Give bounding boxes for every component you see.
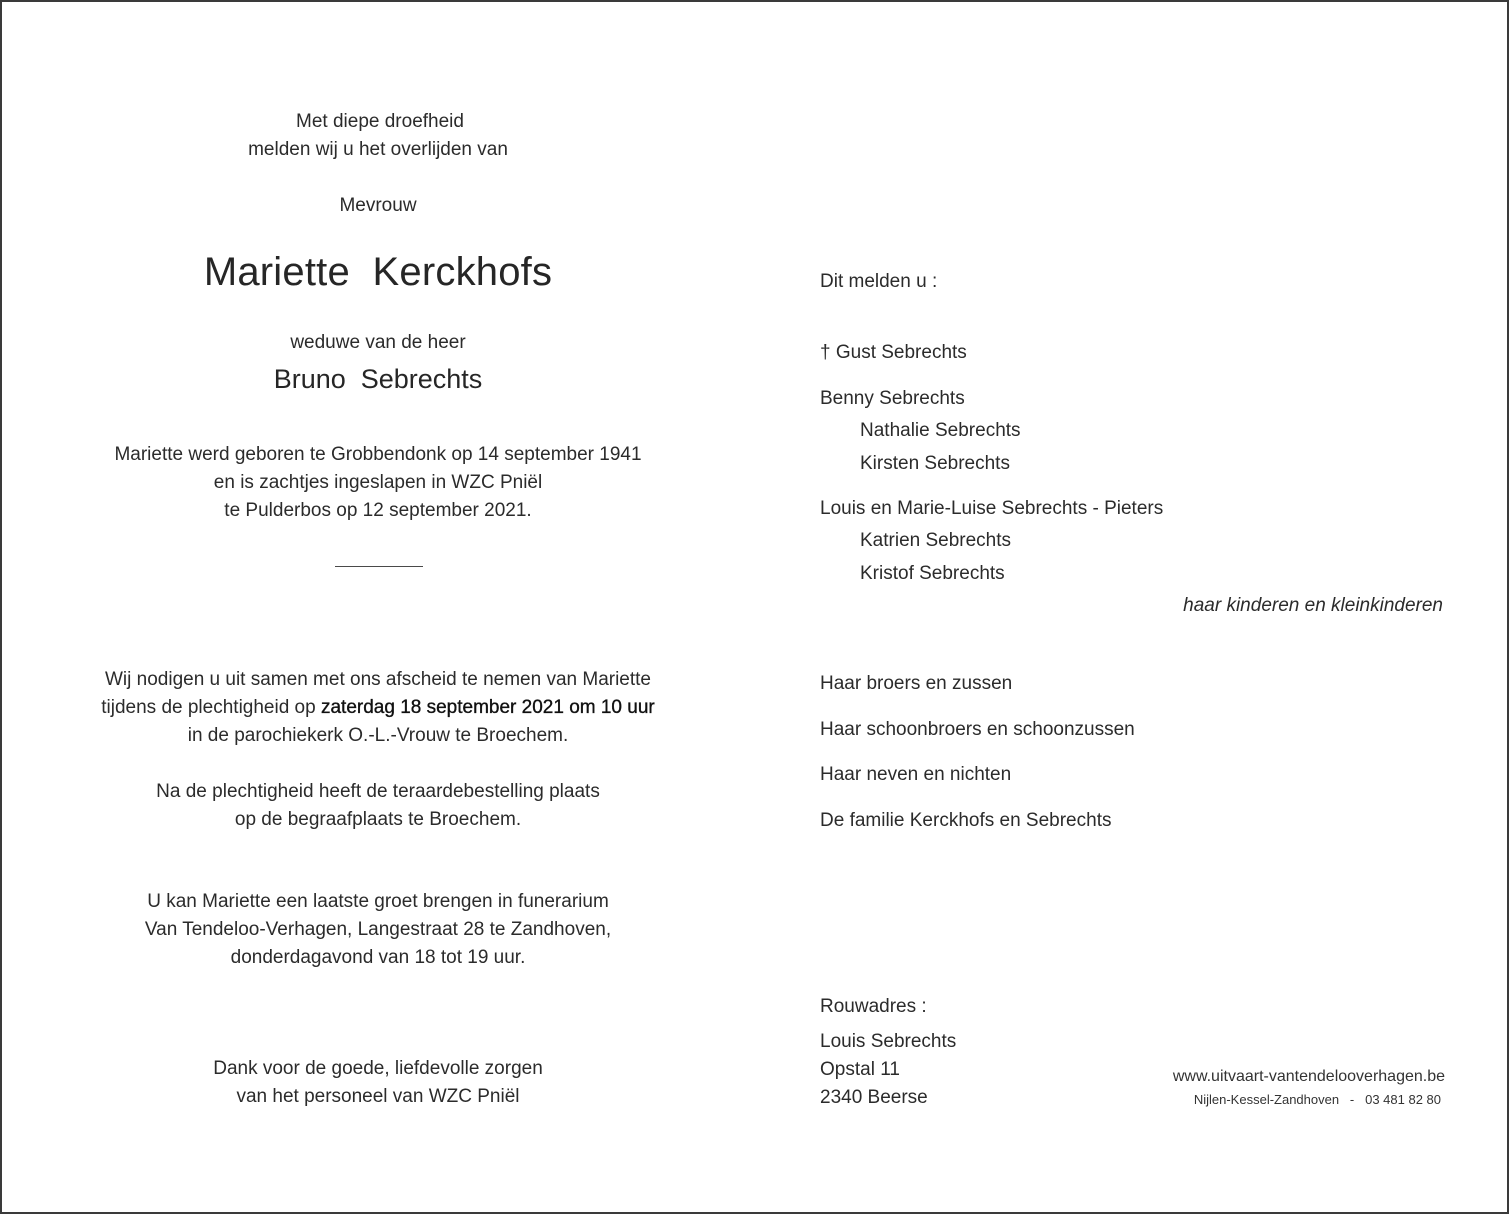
family-caption: haar kinderen en kleinkinderen	[1183, 595, 1443, 616]
family-member: Kristof Sebrechts	[860, 563, 1005, 584]
address-city: 2340 Beerse	[820, 1087, 928, 1108]
intro-line-2: melden wij u het overlijden van	[248, 139, 508, 160]
widow-of: weduwe van de heer	[290, 332, 466, 353]
relatives-line: Haar broers en zussen	[820, 673, 1013, 694]
salutation: Mevrouw	[339, 195, 417, 216]
burial-line-1: Na de plechtigheid heeft de teraardebestelling plaats	[156, 781, 600, 802]
visit-line-3: donderdagavond van 18 tot 19 uur.	[230, 947, 526, 968]
visit-line-1: U kan Mariette een laatste groet brengen in funerarium	[147, 891, 609, 912]
family-member: Katrien Sebrechts	[860, 530, 1012, 551]
spouse-name: Bruno Sebrechts	[273, 364, 483, 394]
thanks-line-2: van het personeel van WZC Pniël	[236, 1086, 520, 1107]
undertaker-info: Nijlen-Kessel-Zandhoven - 03 481 82 80	[1193, 1092, 1441, 1107]
family-member: Kirsten Sebrechts	[860, 453, 1010, 474]
burial-line-2: op de begraafplaats te Broechem.	[234, 809, 522, 830]
relatives-line: Haar neven en nichten	[820, 764, 1012, 785]
undertaker-website[interactable]: www.uitvaart-vantendelooverhagen.be	[1172, 1068, 1445, 1085]
birth-line-3: te Pulderbos op 12 september 2021.	[224, 500, 532, 521]
deceased-name: Mariette Kerckhofs	[203, 250, 553, 294]
family-member: Benny Sebrechts	[820, 388, 965, 409]
invite-line-1: Wij nodigen u uit samen met ons afscheid te nemen van Mariette	[104, 669, 652, 690]
address-street: Opstal 11	[820, 1059, 900, 1080]
invite-line-2-text: tijdens de plechtigheid op	[101, 697, 321, 718]
birth-line-1: Mariette werd geboren te Grobbendonk op 14 september 1941	[114, 444, 642, 465]
address-label: Rouwadres :	[820, 996, 927, 1017]
divider-line	[335, 566, 423, 567]
intro-line-1: Met diepe droefheid	[296, 111, 464, 132]
relatives-line: De familie Kerckhofs en Sebrechts	[820, 810, 1112, 831]
ceremony-date: zaterdag 18 september 2021 om 10 uur	[320, 697, 655, 718]
invite-line-2	[101, 694, 655, 722]
announce-label: Dit melden u :	[820, 271, 938, 292]
family-member: Nathalie Sebrechts	[860, 420, 1021, 441]
family-member: Louis en Marie-Luise Sebrechts - Pieters	[820, 498, 1164, 519]
family-member: † Gust Sebrechts	[820, 342, 967, 363]
relatives-line: Haar schoonbroers en schoonzussen	[820, 719, 1135, 740]
invite-line-3: in de parochiekerk O.-L.-Vrouw te Broechem.	[187, 725, 569, 746]
visit-line-2: Van Tendeloo-Verhagen, Langestraat 28 te Zandhoven,	[144, 919, 612, 940]
birth-line-2: en is zachtjes ingeslapen in WZC Pniël	[213, 472, 543, 493]
address-name: Louis Sebrechts	[820, 1031, 957, 1052]
thanks-line-1: Dank voor de goede, liefdevolle zorgen	[213, 1058, 543, 1079]
